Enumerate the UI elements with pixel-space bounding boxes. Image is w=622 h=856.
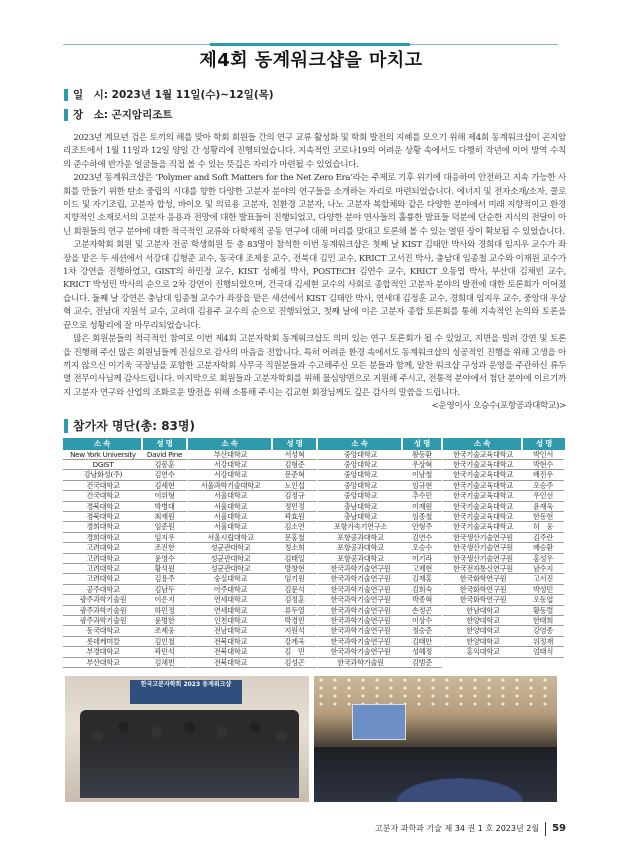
participant-name: 이상수 xyxy=(403,616,443,626)
participant-affiliation: 부산대학교 xyxy=(188,450,273,460)
participant-name: 이기라 xyxy=(403,554,443,564)
participant-name: 추수민 xyxy=(403,491,443,501)
participant-affiliation: 한국기술교육대학교 xyxy=(443,450,523,460)
group-photo xyxy=(65,676,309,802)
participant-affiliation: 서강대학교 xyxy=(188,470,273,480)
attendees-crowd xyxy=(80,710,299,798)
participant-affiliation: 한국과학기술원 xyxy=(318,658,403,668)
participant-name: 손정곤 xyxy=(403,606,443,616)
participant-name: 남수지 xyxy=(523,564,565,574)
event-date xyxy=(64,88,622,102)
participant-affiliation: 전북대학교 xyxy=(188,658,273,668)
participant-name: David Pine xyxy=(143,450,188,460)
participant-name: 배승환 xyxy=(523,543,565,553)
table-row xyxy=(63,637,565,647)
participant-affiliation: 서울대학교 xyxy=(188,491,273,501)
participant-affiliation: 서강대학교 xyxy=(188,460,273,470)
header-affiliation: 소 속 xyxy=(188,438,273,450)
header-affiliation: 소 속 xyxy=(63,438,143,450)
bullet-bar xyxy=(64,109,68,121)
participant-name: 강계욱 xyxy=(273,637,318,647)
table-row xyxy=(63,658,565,668)
participant-affiliation: 한국과학기술연구원 xyxy=(318,626,403,636)
table-row xyxy=(63,522,565,532)
table-row xyxy=(63,554,565,564)
participant-name: 우상혁 xyxy=(403,460,443,470)
participant-affiliation: 중앙대학교 xyxy=(318,450,403,460)
participant-name: 김세현 xyxy=(143,481,188,491)
workshop-banner: 한국고분자학회 2023 동계워크샵 xyxy=(130,680,242,704)
participant-affiliation: 중앙대학교 xyxy=(318,470,403,480)
participant-name: 김태안 xyxy=(403,637,443,647)
table-row xyxy=(63,460,565,470)
participant-affiliation: 연세대학교 xyxy=(188,595,273,605)
page-number: 59 xyxy=(552,823,566,835)
participant-name: 김 민 xyxy=(273,647,318,657)
paragraph: 고분자학회 회원 및 고분자 전공 학생회원 등 총 83명이 참석한 이번 동계워크샵은 첫째 날 KIST 김태안 박사와 경희대 임지우 교수가 좌장을 맡은 두 세션에서 서강대 김형준 교수, 동국대 조제웅 교수, 전북대 김민 교수, KRICT 고서진 박사, 충남대 임종철 교수와 이재원 교수가 1차 강연을 진행하였고, GIST의 하민정 교수, KIST 성혜정 박사, POSTECH 김연수 교수, KRICT 오동엽 박사, 부산대 김채빈 교수, KRICT 박성민 박사의 순으로 2차 강연이 진행되었으며, 건국대 김세현 교수의 사회로 종합적인 고분자 분야의 발전에 대한 토론회가 이어졌습니다. 둘째 날 강연은 충남대 임종철 교수가 좌장을 맡은 세션에서 KIST 김태안 박사, 연세대 김정훈 교수, 경희대 임지우 교수, 중앙대 우상혁 교수, 전남대 지원석 교수, 고려대 김용주 교수의 순으로 진행되었고, 첫째 날에 이은 고분자 종합 토론회를 통해 지속적인 논의와 토론을 끝으로 성황리에 잘 마무리되었습니다. xyxy=(63,240,566,331)
participant-affiliation: 한국과학기술연구원 xyxy=(318,564,403,574)
participant-affiliation: 서울대학교 xyxy=(188,502,273,512)
participant-name: 이위형 xyxy=(143,491,188,501)
participant-affiliation: 한국생산기술연구원 xyxy=(443,543,523,553)
participant-affiliation: 성균관대학교 xyxy=(188,543,273,553)
participant-name: 성혜정 xyxy=(403,647,443,657)
participant-affiliation: 한양대학교 xyxy=(443,637,523,647)
participant-affiliation: 중앙대학교 xyxy=(318,460,403,470)
participant-name: 오승수 xyxy=(403,543,443,553)
participant-affiliation: 서울대학교 xyxy=(188,522,273,532)
participant-affiliation: 건국대학교 xyxy=(63,491,143,501)
participant-name: 박현수 xyxy=(523,460,565,470)
participants-heading-text: 참가자 명단(총: 83명) xyxy=(73,418,195,433)
participant-affiliation: 광주과학기술원 xyxy=(63,595,143,605)
participant-name: 서성혁 xyxy=(273,450,318,460)
participant-affiliation: 한국기술교육대학교 xyxy=(443,491,523,501)
participant-affiliation: 연세대학교 xyxy=(188,606,273,616)
event-place-text: 장 소: 곤지암리조트 xyxy=(73,109,173,121)
participant-affiliation: 동국대학교 xyxy=(63,626,143,636)
paragraph: 2023년 동계워크샵은 ‘Polymer and Soft Matters for the Net Zero Era’라는 주제로 기후 위기에 대응하여 안전하고 지속 가능한 사회를 만들기 위한 탄소 중립의 시대를 향한 다양한 고분자 분야의 연구들을 소개하는 자리로 마련되었습니다. 에너지 및 전자소재/소자, 콜로이드 및 자기조립, 고분자 합성, 바이오 및 의료용 고분자, 친환경 고분자, 나노 고분자 복합체와 같은 다양한 분야에서 미래 지향적이고 환경 지향적인 소재로서의 고분자 응용과 전망에 대한 발표들이 진행되었고, 다양한 분야 연사들의 훌륭한 발표들 덕분에 단순한 지식의 전달이 아닌 회원들의 연구 분야에 대한 적극적인 교류와 다학제적 공동 연구에 대해 머리를 맞대고 토론해 볼 수 있는 열띤 장이 확보될 수 있었습니다. xyxy=(63,173,566,237)
lecture-hall-photo xyxy=(314,676,557,802)
participant-name: 류두열 xyxy=(273,606,318,616)
participant-name: 이남철 xyxy=(403,470,443,480)
audience-tables xyxy=(314,747,557,802)
table-row xyxy=(63,491,565,501)
participant-name: 곽민석 xyxy=(143,647,188,657)
participant-affiliation: 한국기술교육대학교 xyxy=(443,481,523,491)
table-row xyxy=(63,512,565,522)
table-row xyxy=(63,626,565,636)
participant-affiliation: 건국대학교 xyxy=(63,481,143,491)
table-row xyxy=(63,450,565,460)
participant-name: 오승주 xyxy=(523,481,565,491)
table-row xyxy=(63,502,565,512)
participant-affiliation: 포항공과대학교 xyxy=(318,533,403,543)
participant-affiliation: 경희대학교 xyxy=(63,522,143,532)
participant-affiliation: 전남대학교 xyxy=(188,626,273,636)
projection-screen xyxy=(352,704,406,740)
participant-affiliation: 광주과학기술원 xyxy=(63,606,143,616)
participant-affiliation: New York University xyxy=(63,450,143,460)
participant-name: 김성곤 xyxy=(273,658,318,668)
participant-name: 임기원 xyxy=(273,574,318,584)
participant-affiliation: 경북대학교 xyxy=(63,502,143,512)
participant-affiliation: 부산대학교 xyxy=(63,658,143,668)
participant-name: 노인섭 xyxy=(273,481,318,491)
participant-name: 김정훈 xyxy=(273,595,318,605)
participant-affiliation: 서울시립대학교 xyxy=(188,533,273,543)
participant-name: 문준혁 xyxy=(273,470,318,480)
page-footer xyxy=(0,822,566,836)
participant-name: 김채빈 xyxy=(143,658,188,668)
participant-affiliation: 경희대학교 xyxy=(63,533,143,543)
participant-name: 임준원 xyxy=(143,522,188,532)
event-place xyxy=(64,108,622,122)
participant-affiliation: 성균관대학교 xyxy=(188,564,273,574)
participant-name: 방창현 xyxy=(273,564,318,574)
table-row xyxy=(63,647,565,657)
participant-name: 박경민 xyxy=(273,616,318,626)
participant-name: 김연수 xyxy=(143,470,188,480)
participant-name: 안형주 xyxy=(403,522,443,532)
header-name: 성 명 xyxy=(143,438,188,450)
participant-name: 김용주 xyxy=(143,574,188,584)
participant-affiliation: 한양대학교 xyxy=(443,626,523,636)
participant-name: 김정규 xyxy=(273,491,318,501)
participant-name: 한태희 xyxy=(523,616,565,626)
participant-affiliation: 한국과학기술연구원 xyxy=(318,574,403,584)
participant-affiliation: 한남대학교 xyxy=(443,606,523,616)
table-row xyxy=(63,543,565,553)
participant-affiliation: 포항가속기연구소 xyxy=(318,522,403,532)
table-header-row xyxy=(63,438,565,450)
article-body xyxy=(63,132,566,414)
participant-affiliation: 한국과학기술연구원 xyxy=(318,647,403,657)
participant-affiliation xyxy=(443,658,523,668)
participant-affiliation: 한국생산기술연구원 xyxy=(443,533,523,543)
page-title: 제4회 동계워크샵을 마치고 xyxy=(199,50,423,71)
table-row xyxy=(63,574,565,584)
participant-name: 김남두 xyxy=(143,585,188,595)
participant-name: 김문석 xyxy=(273,585,318,595)
participant-affiliation: 전북대학교 xyxy=(188,647,273,657)
table-row xyxy=(63,595,565,605)
participant-affiliation: 경북대학교 xyxy=(63,512,143,522)
participant-name: 박성민 xyxy=(523,585,565,595)
participant-affiliation: 아주대학교 xyxy=(188,585,273,595)
participant-affiliation: 숭실대학교 xyxy=(188,574,273,584)
participant-affiliation: 고려대학교 xyxy=(63,574,143,584)
bullet-bar xyxy=(64,419,68,433)
participant-name: 임규현 xyxy=(403,481,443,491)
participant-affiliation: 한국과학기술연구원 xyxy=(318,616,403,626)
participant-affiliation: 포항공과대학교 xyxy=(318,554,403,564)
participant-name: 한동현 xyxy=(523,512,565,522)
participant-affiliation: 고려대학교 xyxy=(63,554,143,564)
participant-affiliation: 한국화학연구원 xyxy=(443,574,523,584)
participant-affiliation: 한국과학기술연구원 xyxy=(318,595,403,605)
participant-name: 임지우 xyxy=(143,533,188,543)
participant-name: 윤재욱 xyxy=(523,502,565,512)
participant-affiliation: 한국기술교육대학교 xyxy=(443,522,523,532)
participant-name: 김소연 xyxy=(273,522,318,532)
participant-affiliation: 인천대학교 xyxy=(188,616,273,626)
table-row xyxy=(63,585,565,595)
participant-name: 황동렬 xyxy=(523,606,565,616)
table-row xyxy=(63,616,565,626)
participant-affiliation: 중앙대학교 xyxy=(318,481,403,491)
participant-affiliation: 롯데케미칼 xyxy=(63,637,143,647)
participant-affiliation: 한국과학기술연구원 xyxy=(318,585,403,595)
participant-name: 김봉훈 xyxy=(143,460,188,470)
participant-name: 이은지 xyxy=(143,595,188,605)
participants-table xyxy=(63,438,565,669)
participant-affiliation: 공주대학교 xyxy=(63,585,143,595)
table-row xyxy=(63,533,565,543)
participant-name: 강영종 xyxy=(523,626,565,636)
participant-name: 박인서 xyxy=(523,450,565,460)
participant-affiliation: 홍익대학교 xyxy=(443,647,523,657)
participant-name: 고서진 xyxy=(523,574,565,584)
participant-name: 박병대 xyxy=(143,502,188,512)
participant-name xyxy=(523,658,565,668)
participant-affiliation: 충남대학교 xyxy=(318,512,403,522)
participant-name: 김태일 xyxy=(273,554,318,564)
participant-affiliation: 중앙대학교 xyxy=(318,491,403,501)
participant-name: 홍성우 xyxy=(523,554,565,564)
participant-name: 김인철 xyxy=(143,637,188,647)
participant-affiliation: 한국기술교육대학교 xyxy=(443,502,523,512)
participant-affiliation: 한국화학연구원 xyxy=(443,585,523,595)
participant-name: 임종철 xyxy=(403,512,443,522)
participant-name: 박종혁 xyxy=(403,595,443,605)
top-rule-wrap xyxy=(63,43,558,46)
participant-affiliation: 한국기술교육대학교 xyxy=(443,512,523,522)
participant-affiliation: 고려대학교 xyxy=(63,543,143,553)
participant-name: 지원석 xyxy=(273,626,318,636)
participant-affiliation: 한국과학기술연구원 xyxy=(318,606,403,616)
participant-name: 정소희 xyxy=(273,543,318,553)
participant-name: 정승준 xyxy=(403,626,443,636)
event-date-text: 일 시: 2023년 1월 11일(수)~12일(목) xyxy=(73,89,274,101)
header-name: 성 명 xyxy=(403,438,443,450)
participant-affiliation: 한국화학연구원 xyxy=(443,595,523,605)
participant-affiliation: 포항공과대학교 xyxy=(318,543,403,553)
participant-name: 김형준 xyxy=(273,460,318,470)
table-row xyxy=(63,606,565,616)
participant-name: 이재원 xyxy=(403,502,443,512)
header-affiliation: 소 속 xyxy=(318,438,403,450)
participant-name: 우인선 xyxy=(523,491,565,501)
participant-affiliation: 고려대학교 xyxy=(63,564,143,574)
participant-name: 정민정 xyxy=(273,502,318,512)
participant-name: 윤명한 xyxy=(143,616,188,626)
participant-affiliation: 광주과학기술원 xyxy=(63,616,143,626)
ceiling-lights xyxy=(314,676,557,706)
participant-name: 곽효원 xyxy=(273,512,318,522)
participants-heading xyxy=(64,418,622,434)
participant-name: 조제웅 xyxy=(143,626,188,636)
participant-name: 김범준 xyxy=(403,658,443,668)
participant-affiliation: 한국과학기술연구원 xyxy=(318,637,403,647)
participant-affiliation: 한국기술교육대학교 xyxy=(443,470,523,480)
participant-affiliation: DGIST xyxy=(63,460,143,470)
participant-name: 최재원 xyxy=(143,512,188,522)
participant-name: 황석원 xyxy=(143,564,188,574)
paragraph: 2023년 계묘년 검은 토끼의 해를 맞아 학회 회원들 간의 연구 교류 활성화 및 학회 발전의 지혜를 모으기 위해 제4회 동계워크샵이 곤지암리조트에서 1월 11일과 12일 양일 간 성황리에 진행되었습니다. 지속적인 코로나19의 어려운 상황 속에서도 다행히 작년에 이어 방역 수칙의 준수하에 반가운 얼굴들을 직접 볼 수 있는 뜻깊은 자리가 마련될 수 있었습니다. xyxy=(63,133,566,170)
participant-affiliation: 성균관대학교 xyxy=(188,554,273,564)
participant-name: 왕동환 xyxy=(403,450,443,460)
top-rule-accent xyxy=(210,43,410,46)
participant-name: 엄태식 xyxy=(523,647,565,657)
participant-affiliation: 서울대학교 xyxy=(188,512,273,522)
participant-name: 조진한 xyxy=(143,543,188,553)
paragraph: 많은 회원분들의 적극적인 참여로 이번 제4회 고분자학회 동계워크샵도 의미 있는 연구 토론회가 될 수 있었고, 지면을 빌려 강연 및 토론을 진행해 주신 많은 회원님들께 진심으로 감사의 마음을 전합니다. 특히 어려운 환경 속에서도 동계워크샵의 성공적인 진행을 위해 고생을 아끼지 않으신 이기욱 국장님을 포함한 고분자학회 사무국 직원분들과 수고해주신 모든 분들과 함께, 알찬 워크샵 구성과 운영을 주관하신 류두열 전무이사님께 감사드립니다. 마지막으로 회원들과 고분자학회를 위해 물심양면으로 지원해 주시고, 전통적 분야에서 첨단 분야에 이르기까지 고분자 연구와 산업의 조화로운 발전을 위해 소통해 주시는 김교현 회장님께도 깊은 감사의 말씀을 드립니다. xyxy=(63,334,567,398)
participant-name: 허 웅 xyxy=(523,522,565,532)
participant-name: 문홍철 xyxy=(273,533,318,543)
header-affiliation: 소 속 xyxy=(443,438,523,450)
table-row xyxy=(63,564,565,574)
table-row xyxy=(63,481,565,491)
participant-name: 고제현 xyxy=(403,564,443,574)
header-name: 성 명 xyxy=(523,438,565,450)
participant-affiliation: 강남화성(주) xyxy=(63,470,143,480)
table-body xyxy=(63,450,565,669)
participant-name: 하민정 xyxy=(143,606,188,616)
header-name: 성 명 xyxy=(273,438,318,450)
participant-name: 윤영수 xyxy=(143,554,188,564)
participant-name: 오동엽 xyxy=(523,595,565,605)
participant-name: 김주란 xyxy=(523,533,565,543)
participant-affiliation: 한국생산기술연구원 xyxy=(443,554,523,564)
participant-affiliation: 한국기술교육대학교 xyxy=(443,460,523,470)
participant-name: 김재홍 xyxy=(403,574,443,584)
participant-name: 김희숙 xyxy=(403,585,443,595)
participant-name: 배진우 xyxy=(523,470,565,480)
journal-info: 고분자 과학과 기술 제 34 권 1 호 2023년 2월 xyxy=(375,824,540,834)
photo-row xyxy=(65,676,557,802)
participant-affiliation: 충남대학교 xyxy=(318,502,403,512)
participant-name: 위정재 xyxy=(523,637,565,647)
table-row xyxy=(63,470,565,480)
participant-affiliation: 서울과학기술대학교 xyxy=(188,481,273,491)
participant-affiliation: 한국전자통신연구원 xyxy=(443,564,523,574)
footer-divider xyxy=(545,822,546,836)
participant-affiliation: 한양대학교 xyxy=(443,616,523,626)
bullet-bar xyxy=(64,89,68,101)
participant-name: 김연수 xyxy=(403,533,443,543)
participant-affiliation: 부경대학교 xyxy=(63,647,143,657)
author-signature: <운영이사 오승수(포항공과대학교)> xyxy=(431,401,566,412)
participant-affiliation: 전북대학교 xyxy=(188,637,273,647)
